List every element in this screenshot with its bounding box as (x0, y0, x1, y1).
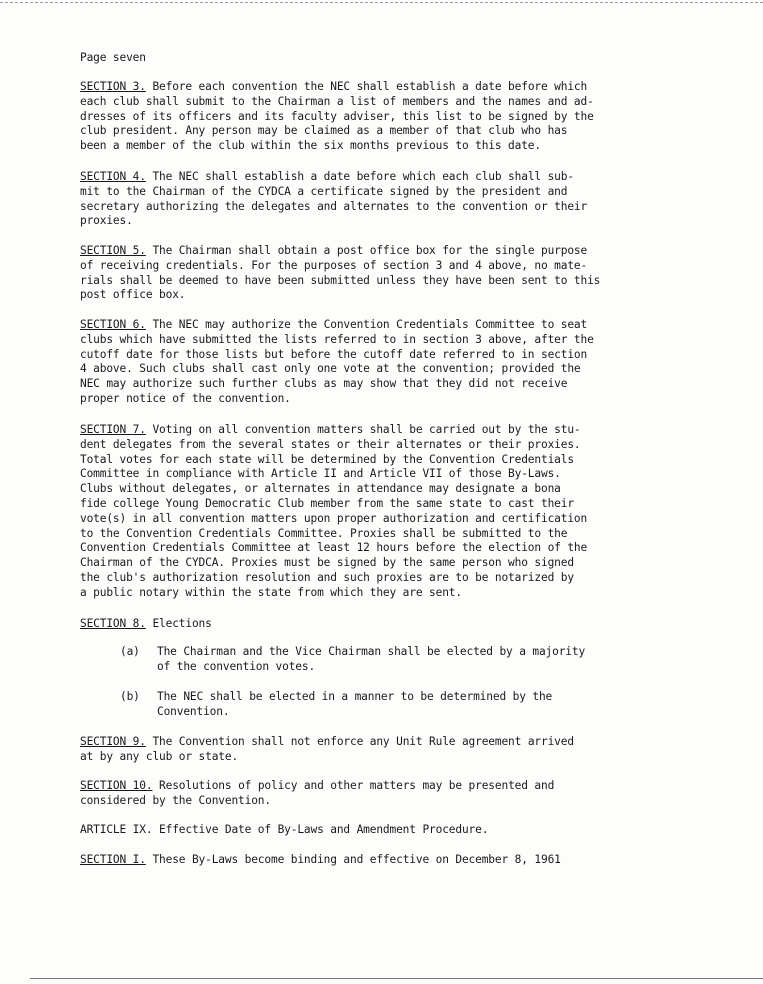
section-text: The Convention shall not enforce any Unit Rule agreement arrived at by any club or state. (80, 735, 574, 763)
section-heading: SECTION I. (80, 853, 146, 866)
section-heading: SECTION 10. (80, 779, 153, 792)
page-bottom-edge (30, 978, 763, 979)
section-text: Voting on all convention matters shall be carried out by the stu- dent delegates from the several states or their alternates or their proxies. Total votes for each state will be determined by the Convention Credentials Committee in compliance with Article II and Article VII of those By-Laws. Clubs without delegates, or alternates in attendance may designate a bona fide college Young Democratic Club member from the same state to cast their vote(s) in all convention matters upon proper authorization and certification to the Convention Credentials Committee. Proxies shall be submitted to the Convention Credentials Committee at least 12 hours before the election of the Chairman of the CYDCA. Proxies must be signed by the same person who signed the club's authorization resolution and such proxies are to be notarized by a public notary within the state from which they are sent. (80, 423, 588, 599)
section-heading: SECTION 8. (80, 617, 146, 630)
list-item (120, 645, 680, 675)
section-heading: SECTION 9. (80, 735, 146, 748)
section-text: Resolutions of policy and other matters may be presented and considered by the Convention. (80, 779, 555, 807)
section-i-paragraph (80, 853, 680, 868)
section-heading: SECTION 7. (80, 423, 146, 436)
list-item-text: The Chairman and the Vice Chairman shall be elected by a majority of the convention votes. (157, 645, 586, 673)
section-8-paragraph (80, 617, 680, 632)
section-text: The NEC shall establish a date before which each club shall sub- mit to the Chairman of the CYDCA a certificate signed by the president and secretary authorizing the delegates and alternates to the convention or their proxies. (80, 170, 588, 228)
section-heading: SECTION 4. (80, 170, 146, 183)
section-text: These By-Laws become binding and effective on December 8, 1961 (145, 853, 561, 866)
page-number-label: Page seven (80, 51, 146, 64)
section-text: The NEC may authorize the Convention Credentials Committee to seat clubs which have submitted the lists referred to in section 3 above, after the cutoff date for those lists but before the cutoff date referred to in section 4 above. Such clubs shall cast only one vote at the convention; provided the NEC may authorize such further clubs as may show that they did not receive proper notice of the convention. (80, 318, 594, 405)
section-4-paragraph (80, 170, 680, 229)
section-9-paragraph (80, 735, 680, 765)
section-6-paragraph (80, 318, 680, 407)
section-heading: SECTION 6. (80, 318, 146, 331)
section-text: Elections (145, 617, 212, 630)
section-5-paragraph (80, 244, 680, 303)
list-item (120, 690, 680, 720)
section-heading: SECTION 3. (80, 80, 146, 93)
section-text: The Chairman shall obtain a post office box for the single purpose of receiving credentials. For the purposes of section 3 and 4 above, no mate- rials shall be deemed to have been submitted unless they have been sent to this post office box. (80, 244, 601, 302)
section-heading: SECTION 5. (80, 244, 146, 257)
list-item-text: The NEC shall be elected in a manner to be determined by the Convention. (157, 690, 553, 718)
page-top-edge (0, 2, 763, 3)
list-item-marker: (b) (120, 690, 140, 703)
article-text: ARTICLE IX. Effective Date of By-Laws and Amendment Procedure. (80, 823, 489, 836)
section-10-paragraph (80, 779, 680, 809)
article-9-heading (80, 823, 680, 838)
section-text: Before each convention the NEC shall establish a date before which each club shall submit to the Chairman a list of members and the names and ad- dresses of its officers and its faculty adviser, this list to be signed by the club president. Any person may be claimed as a member of that club who has been a member of the club within the six months previous to this date. (80, 80, 594, 153)
list-item-marker: (a) (120, 645, 140, 658)
section-7-paragraph (80, 423, 680, 601)
section-3-paragraph (80, 80, 680, 154)
